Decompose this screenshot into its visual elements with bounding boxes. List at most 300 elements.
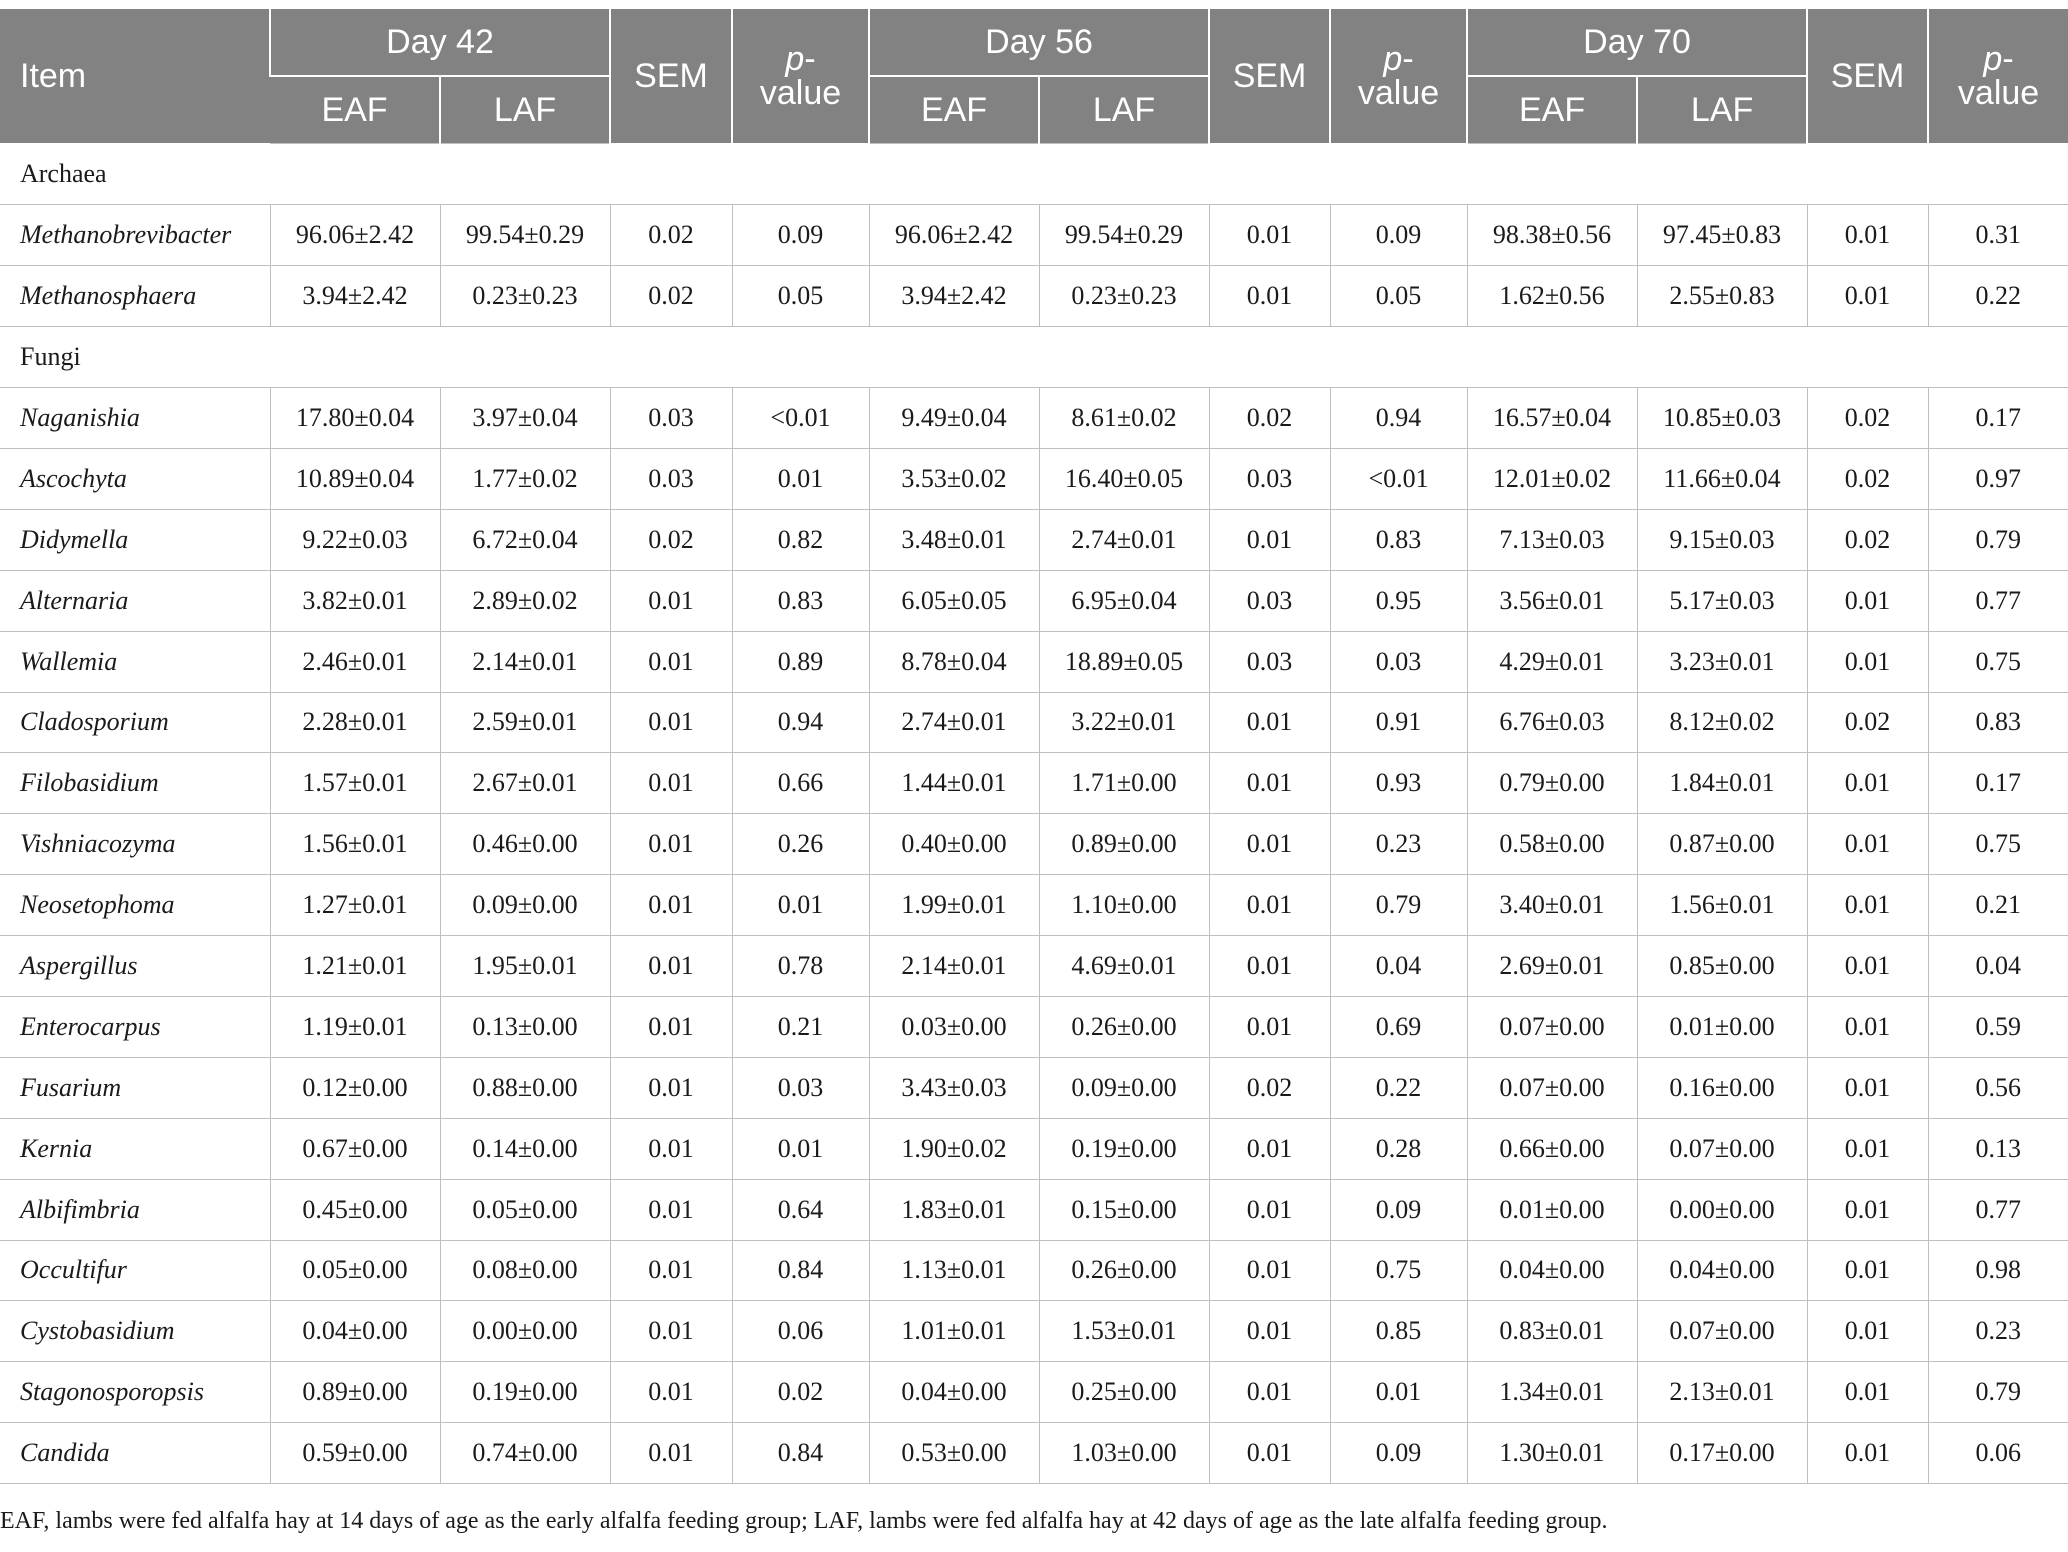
- table-cell: 0.01: [1209, 1240, 1330, 1301]
- table-row: [0, 1362, 2068, 1423]
- table-cell: 0.31: [1928, 205, 2068, 266]
- table-cell: 0.85: [1330, 1301, 1467, 1362]
- table-cell: 2.74±0.01: [869, 692, 1039, 753]
- table-row: [0, 1118, 2068, 1179]
- table-cell: 1.53±0.01: [1039, 1301, 1209, 1362]
- table-cell: 12.01±0.02: [1467, 448, 1637, 509]
- table-cell: 0.77: [1928, 570, 2068, 631]
- table-row: [0, 388, 2068, 449]
- header-day70: Day 70: [1467, 9, 1807, 76]
- table-cell: 0.84: [732, 1423, 869, 1484]
- table-cell: 0.02: [610, 266, 732, 327]
- table-cell: 0.01: [1209, 814, 1330, 875]
- table-cell: 0.01: [732, 448, 869, 509]
- table-cell: 0.23: [1928, 1301, 2068, 1362]
- table-cell: 0.01: [1209, 996, 1330, 1057]
- table-cell: 0.87±0.00: [1637, 814, 1807, 875]
- table-cell: 6.76±0.03: [1467, 692, 1637, 753]
- table-cell: 0.04±0.00: [1637, 1240, 1807, 1301]
- table-cell: 3.94±2.42: [869, 266, 1039, 327]
- table-cell: 0.26±0.00: [1039, 996, 1209, 1057]
- table-cell: 0.01: [610, 631, 732, 692]
- table-cell: 1.57±0.01: [270, 753, 440, 814]
- table-cell: 8.12±0.02: [1637, 692, 1807, 753]
- table-cell: 0.83: [1928, 692, 2068, 753]
- table-cell: 0.09: [1330, 1179, 1467, 1240]
- taxon-name: Enterocarpus: [0, 996, 270, 1057]
- taxon-name: Fusarium: [0, 1057, 270, 1118]
- header-day42: Day 42: [270, 9, 610, 76]
- table-row: [0, 814, 2068, 875]
- table-cell: 0.01: [1807, 814, 1928, 875]
- table-row: [0, 205, 2068, 266]
- table-cell: 0.03: [610, 448, 732, 509]
- table-cell: 0.75: [1330, 1240, 1467, 1301]
- table-cell: 0.26: [732, 814, 869, 875]
- table-cell: 0.45±0.00: [270, 1179, 440, 1240]
- taxon-name: Alternaria: [0, 570, 270, 631]
- table-cell: 1.95±0.01: [440, 936, 610, 997]
- table-cell: 0.01: [1807, 1118, 1928, 1179]
- table-row: [0, 1179, 2068, 1240]
- table-cell: 16.57±0.04: [1467, 388, 1637, 449]
- table-cell: 0.79: [1928, 509, 2068, 570]
- table-body: [0, 144, 2068, 1484]
- table-cell: 0.02: [1807, 509, 1928, 570]
- table-cell: 0.01: [610, 1362, 732, 1423]
- table-cell: 0.05: [1330, 266, 1467, 327]
- taxon-name: Wallemia: [0, 631, 270, 692]
- table-cell: 0.01: [1807, 1362, 1928, 1423]
- table-cell: 0.01: [610, 1423, 732, 1484]
- table-cell: 0.66: [732, 753, 869, 814]
- taxon-name: Cladosporium: [0, 692, 270, 753]
- taxon-name: Aspergillus: [0, 936, 270, 997]
- table-cell: 0.26±0.00: [1039, 1240, 1209, 1301]
- table-cell: 2.55±0.83: [1637, 266, 1807, 327]
- table-cell: 0.01: [1807, 936, 1928, 997]
- table-cell: 0.00±0.00: [1637, 1179, 1807, 1240]
- table-cell: 0.79±0.00: [1467, 753, 1637, 814]
- table-cell: 0.09: [1330, 205, 1467, 266]
- table-cell: 0.83±0.01: [1467, 1301, 1637, 1362]
- section-row: [0, 144, 2068, 205]
- taxon-name: Naganishia: [0, 388, 270, 449]
- taxon-name: Methanosphaera: [0, 266, 270, 327]
- data-table: [0, 9, 2068, 1484]
- table-cell: 1.44±0.01: [869, 753, 1039, 814]
- header-pvalue-42: p- value: [732, 9, 869, 144]
- header-item: Item: [0, 9, 270, 144]
- table-cell: 9.15±0.03: [1637, 509, 1807, 570]
- table-cell: 0.01±0.00: [1637, 996, 1807, 1057]
- table-cell: 0.01: [1209, 509, 1330, 570]
- table-cell: 0.01: [1807, 1240, 1928, 1301]
- table-row: [0, 1423, 2068, 1484]
- table-cell: 0.93: [1330, 753, 1467, 814]
- table-row: [0, 692, 2068, 753]
- table-cell: 1.10±0.00: [1039, 875, 1209, 936]
- table-cell: 0.95: [1330, 570, 1467, 631]
- table-cell: 0.01: [610, 1179, 732, 1240]
- table-cell: 96.06±2.42: [270, 205, 440, 266]
- table-cell: 1.01±0.01: [869, 1301, 1039, 1362]
- table-cell: 0.75: [1928, 631, 2068, 692]
- taxon-name: Occultifur: [0, 1240, 270, 1301]
- table-cell: 0.83: [732, 570, 869, 631]
- table-cell: 97.45±0.83: [1637, 205, 1807, 266]
- table-cell: 0.84: [732, 1240, 869, 1301]
- table-cell: 0.02: [1209, 388, 1330, 449]
- header-laf-56: LAF: [1039, 76, 1209, 144]
- table-cell: 0.02: [610, 509, 732, 570]
- table-cell: 2.13±0.01: [1637, 1362, 1807, 1423]
- header-laf-42: LAF: [440, 76, 610, 144]
- table-cell: 0.14±0.00: [440, 1118, 610, 1179]
- table-cell: 0.89±0.00: [1039, 814, 1209, 875]
- table-cell: 0.23±0.23: [1039, 266, 1209, 327]
- table-cell: 1.03±0.00: [1039, 1423, 1209, 1484]
- table-cell: 0.02: [1807, 448, 1928, 509]
- table-cell: 0.01: [1807, 875, 1928, 936]
- table-header: [0, 9, 2068, 144]
- table-cell: <0.01: [732, 388, 869, 449]
- table-cell: 1.19±0.01: [270, 996, 440, 1057]
- header-sem-56: SEM: [1209, 9, 1330, 144]
- table-cell: 0.19±0.00: [440, 1362, 610, 1423]
- table-cell: 0.09: [1330, 1423, 1467, 1484]
- table-cell: 0.83: [1330, 509, 1467, 570]
- table-cell: 0.04: [1928, 936, 2068, 997]
- table-cell: 6.72±0.04: [440, 509, 610, 570]
- table-cell: 99.54±0.29: [1039, 205, 1209, 266]
- table-cell: 0.75: [1928, 814, 2068, 875]
- table-row: [0, 1057, 2068, 1118]
- table-cell: 0.01: [732, 1118, 869, 1179]
- table-cell: 16.40±0.05: [1039, 448, 1209, 509]
- table-cell: 0.28: [1330, 1118, 1467, 1179]
- table-cell: 3.40±0.01: [1467, 875, 1637, 936]
- taxon-name: Filobasidium: [0, 753, 270, 814]
- table-cell: 0.03±0.00: [869, 996, 1039, 1057]
- table-footnote: EAF, lambs were fed alfalfa hay at 14 days of age as the early alfalfa feeding group; LAF, lambs were fed alfalfa hay at 42 days of age as the late alfalfa feeding group.: [0, 1508, 1608, 1534]
- table-cell: 0.01: [1209, 205, 1330, 266]
- table-cell: 0.79: [1330, 875, 1467, 936]
- table-cell: 0.01: [610, 1301, 732, 1362]
- table-cell: 0.01: [1807, 1423, 1928, 1484]
- table-cell: 0.53±0.00: [869, 1423, 1039, 1484]
- header-sem-42: SEM: [610, 9, 732, 144]
- header-eaf-56: EAF: [869, 76, 1039, 144]
- table-row: [0, 570, 2068, 631]
- table-cell: 2.59±0.01: [440, 692, 610, 753]
- table-cell: 2.69±0.01: [1467, 936, 1637, 997]
- table-cell: 0.46±0.00: [440, 814, 610, 875]
- table-cell: 0.23±0.23: [440, 266, 610, 327]
- table-cell: 0.01: [1807, 1301, 1928, 1362]
- taxon-name: Methanobrevibacter: [0, 205, 270, 266]
- table-cell: 0.01: [1807, 1057, 1928, 1118]
- table-cell: 0.05±0.00: [270, 1240, 440, 1301]
- table-cell: 0.74±0.00: [440, 1423, 610, 1484]
- table-cell: 0.22: [1928, 266, 2068, 327]
- table-cell: 0.13: [1928, 1118, 2068, 1179]
- table-cell: 0.06: [1928, 1423, 2068, 1484]
- table-row: [0, 1240, 2068, 1301]
- header-pvalue-70: p- value: [1928, 9, 2068, 144]
- table-cell: 0.01: [610, 875, 732, 936]
- table-cell: 1.90±0.02: [869, 1118, 1039, 1179]
- table-cell: 0.89±0.00: [270, 1362, 440, 1423]
- table-cell: 1.13±0.01: [869, 1240, 1039, 1301]
- table-cell: 0.13±0.00: [440, 996, 610, 1057]
- table-cell: 0.03: [1209, 631, 1330, 692]
- header-sem-70: SEM: [1807, 9, 1928, 144]
- table-cell: 0.02: [1209, 1057, 1330, 1118]
- table-cell: 0.56: [1928, 1057, 2068, 1118]
- table-cell: 2.89±0.02: [440, 570, 610, 631]
- table-cell: 7.13±0.03: [1467, 509, 1637, 570]
- header-eaf-42: EAF: [270, 76, 440, 144]
- table-row: [0, 753, 2068, 814]
- table-row: [0, 509, 2068, 570]
- table-cell: 0.01: [1209, 1179, 1330, 1240]
- table-cell: 0.04±0.00: [869, 1362, 1039, 1423]
- table-container: [0, 9, 2068, 1484]
- table-cell: 0.07±0.00: [1637, 1301, 1807, 1362]
- table-cell: 0.01: [1209, 875, 1330, 936]
- table-cell: 0.01: [1807, 753, 1928, 814]
- table-cell: 2.46±0.01: [270, 631, 440, 692]
- table-cell: 0.05: [732, 266, 869, 327]
- table-cell: 0.22: [1330, 1057, 1467, 1118]
- table-cell: 0.01: [610, 936, 732, 997]
- table-cell: 5.17±0.03: [1637, 570, 1807, 631]
- table-cell: 0.21: [1928, 875, 2068, 936]
- table-cell: 3.82±0.01: [270, 570, 440, 631]
- table-cell: 1.27±0.01: [270, 875, 440, 936]
- table-cell: <0.01: [1330, 448, 1467, 509]
- table-cell: 0.67±0.00: [270, 1118, 440, 1179]
- table-cell: 2.28±0.01: [270, 692, 440, 753]
- table-cell: 96.06±2.42: [869, 205, 1039, 266]
- table-cell: 1.30±0.01: [1467, 1423, 1637, 1484]
- table-row: [0, 448, 2068, 509]
- table-row: [0, 996, 2068, 1057]
- taxon-name: Ascochyta: [0, 448, 270, 509]
- table-cell: 0.01: [610, 996, 732, 1057]
- table-cell: 0.09±0.00: [440, 875, 610, 936]
- section-row: [0, 327, 2068, 388]
- table-cell: 0.01: [610, 814, 732, 875]
- table-cell: 3.53±0.02: [869, 448, 1039, 509]
- table-cell: 0.69: [1330, 996, 1467, 1057]
- table-cell: 98.38±0.56: [1467, 205, 1637, 266]
- table-cell: 0.21: [732, 996, 869, 1057]
- table-cell: 0.01: [610, 570, 732, 631]
- table-cell: 0.03: [610, 388, 732, 449]
- table-cell: 0.07±0.00: [1467, 996, 1637, 1057]
- table-cell: 0.04±0.00: [270, 1301, 440, 1362]
- header-pvalue-56: p- value: [1330, 9, 1467, 144]
- table-cell: 0.66±0.00: [1467, 1118, 1637, 1179]
- table-cell: 1.56±0.01: [1637, 875, 1807, 936]
- taxon-name: Kernia: [0, 1118, 270, 1179]
- table-cell: 0.01: [610, 1118, 732, 1179]
- taxon-name: Neosetophoma: [0, 875, 270, 936]
- taxon-name: Didymella: [0, 509, 270, 570]
- table-cell: 2.74±0.01: [1039, 509, 1209, 570]
- table-cell: 0.01: [1209, 1301, 1330, 1362]
- table-cell: 0.17: [1928, 388, 2068, 449]
- table-cell: 0.01: [1209, 753, 1330, 814]
- table-cell: 3.43±0.03: [869, 1057, 1039, 1118]
- table-cell: 0.07±0.00: [1637, 1118, 1807, 1179]
- table-cell: 0.01: [1807, 570, 1928, 631]
- table-cell: 0.03: [1209, 570, 1330, 631]
- taxon-name: Stagonosporopsis: [0, 1362, 270, 1423]
- table-cell: 0.17: [1928, 753, 2068, 814]
- table-cell: 0.25±0.00: [1039, 1362, 1209, 1423]
- table-cell: 0.01: [1330, 1362, 1467, 1423]
- table-cell: 0.02: [1807, 692, 1928, 753]
- table-cell: 11.66±0.04: [1637, 448, 1807, 509]
- table-cell: 3.23±0.01: [1637, 631, 1807, 692]
- taxon-name: Cystobasidium: [0, 1301, 270, 1362]
- table-cell: 1.21±0.01: [270, 936, 440, 997]
- table-cell: 0.01: [1209, 1118, 1330, 1179]
- table-cell: 0.01: [1209, 1423, 1330, 1484]
- table-cell: 9.49±0.04: [869, 388, 1039, 449]
- table-cell: 0.59±0.00: [270, 1423, 440, 1484]
- table-row: [0, 266, 2068, 327]
- taxon-name: Candida: [0, 1423, 270, 1484]
- table-row: [0, 936, 2068, 997]
- table-cell: 0.01: [1807, 631, 1928, 692]
- table-cell: 0.01: [1209, 1362, 1330, 1423]
- table-cell: 0.82: [732, 509, 869, 570]
- table-cell: 17.80±0.04: [270, 388, 440, 449]
- table-cell: 0.12±0.00: [270, 1057, 440, 1118]
- table-cell: 8.78±0.04: [869, 631, 1039, 692]
- table-cell: 0.03: [732, 1057, 869, 1118]
- table-cell: 1.62±0.56: [1467, 266, 1637, 327]
- table-cell: 3.48±0.01: [869, 509, 1039, 570]
- table-cell: 0.08±0.00: [440, 1240, 610, 1301]
- table-cell: 0.98: [1928, 1240, 2068, 1301]
- table-cell: 0.94: [1330, 388, 1467, 449]
- table-cell: 0.01: [1807, 996, 1928, 1057]
- table-cell: 0.09: [732, 205, 869, 266]
- table-cell: 0.91: [1330, 692, 1467, 753]
- table-cell: 1.83±0.01: [869, 1179, 1039, 1240]
- table-cell: 0.19±0.00: [1039, 1118, 1209, 1179]
- table-row: [0, 875, 2068, 936]
- table-cell: 8.61±0.02: [1039, 388, 1209, 449]
- table-row: [0, 631, 2068, 692]
- header-laf-70: LAF: [1637, 76, 1807, 144]
- table-cell: 1.56±0.01: [270, 814, 440, 875]
- table-cell: 4.29±0.01: [1467, 631, 1637, 692]
- table-cell: 0.23: [1330, 814, 1467, 875]
- table-cell: 2.14±0.01: [869, 936, 1039, 997]
- table-cell: 3.97±0.04: [440, 388, 610, 449]
- table-cell: 0.58±0.00: [1467, 814, 1637, 875]
- table-cell: 0.02: [1807, 388, 1928, 449]
- table-cell: 3.94±2.42: [270, 266, 440, 327]
- table-cell: 0.04: [1330, 936, 1467, 997]
- table-cell: 0.01: [1807, 1179, 1928, 1240]
- table-cell: 0.01: [1209, 266, 1330, 327]
- table-cell: 9.22±0.03: [270, 509, 440, 570]
- table-cell: 6.05±0.05: [869, 570, 1039, 631]
- header-day56: Day 56: [869, 9, 1209, 76]
- table-cell: 0.79: [1928, 1362, 2068, 1423]
- section-title: Fungi: [0, 327, 2068, 388]
- table-cell: 3.56±0.01: [1467, 570, 1637, 631]
- table-cell: 0.01: [1209, 936, 1330, 997]
- table-cell: 2.14±0.01: [440, 631, 610, 692]
- table-cell: 0.97: [1928, 448, 2068, 509]
- table-cell: 0.16±0.00: [1637, 1057, 1807, 1118]
- table-cell: 0.02: [610, 205, 732, 266]
- table-cell: 0.01: [732, 875, 869, 936]
- table-cell: 0.01: [1209, 692, 1330, 753]
- table-cell: 1.34±0.01: [1467, 1362, 1637, 1423]
- table-cell: 3.22±0.01: [1039, 692, 1209, 753]
- table-cell: 0.05±0.00: [440, 1179, 610, 1240]
- table-cell: 0.88±0.00: [440, 1057, 610, 1118]
- table-row: [0, 1301, 2068, 1362]
- table-cell: 0.04±0.00: [1467, 1240, 1637, 1301]
- table-cell: 0.94: [732, 692, 869, 753]
- table-cell: 0.01: [1807, 205, 1928, 266]
- table-cell: 1.77±0.02: [440, 448, 610, 509]
- table-cell: 0.01: [1807, 266, 1928, 327]
- table-cell: 10.85±0.03: [1637, 388, 1807, 449]
- table-cell: 4.69±0.01: [1039, 936, 1209, 997]
- table-cell: 0.89: [732, 631, 869, 692]
- table-cell: 0.64: [732, 1179, 869, 1240]
- table-cell: 0.01: [610, 1057, 732, 1118]
- table-cell: 0.85±0.00: [1637, 936, 1807, 997]
- table-cell: 0.07±0.00: [1467, 1057, 1637, 1118]
- taxon-name: Vishniacozyma: [0, 814, 270, 875]
- table-cell: 0.06: [732, 1301, 869, 1362]
- table-cell: 0.77: [1928, 1179, 2068, 1240]
- table-cell: 0.01: [610, 753, 732, 814]
- table-cell: 0.78: [732, 936, 869, 997]
- table-cell: 0.01: [610, 692, 732, 753]
- table-cell: 18.89±0.05: [1039, 631, 1209, 692]
- table-cell: 1.71±0.00: [1039, 753, 1209, 814]
- table-cell: 0.02: [732, 1362, 869, 1423]
- section-title: Archaea: [0, 144, 2068, 205]
- table-cell: 99.54±0.29: [440, 205, 610, 266]
- table-cell: 0.03: [1330, 631, 1467, 692]
- table-cell: 0.17±0.00: [1637, 1423, 1807, 1484]
- table-cell: 0.01: [610, 1240, 732, 1301]
- table-cell: 10.89±0.04: [270, 448, 440, 509]
- table-cell: 2.67±0.01: [440, 753, 610, 814]
- table-cell: 0.59: [1928, 996, 2068, 1057]
- table-cell: 0.09±0.00: [1039, 1057, 1209, 1118]
- table-cell: 0.03: [1209, 448, 1330, 509]
- table-cell: 6.95±0.04: [1039, 570, 1209, 631]
- table-cell: 0.01±0.00: [1467, 1179, 1637, 1240]
- header-eaf-70: EAF: [1467, 76, 1637, 144]
- table-cell: 1.99±0.01: [869, 875, 1039, 936]
